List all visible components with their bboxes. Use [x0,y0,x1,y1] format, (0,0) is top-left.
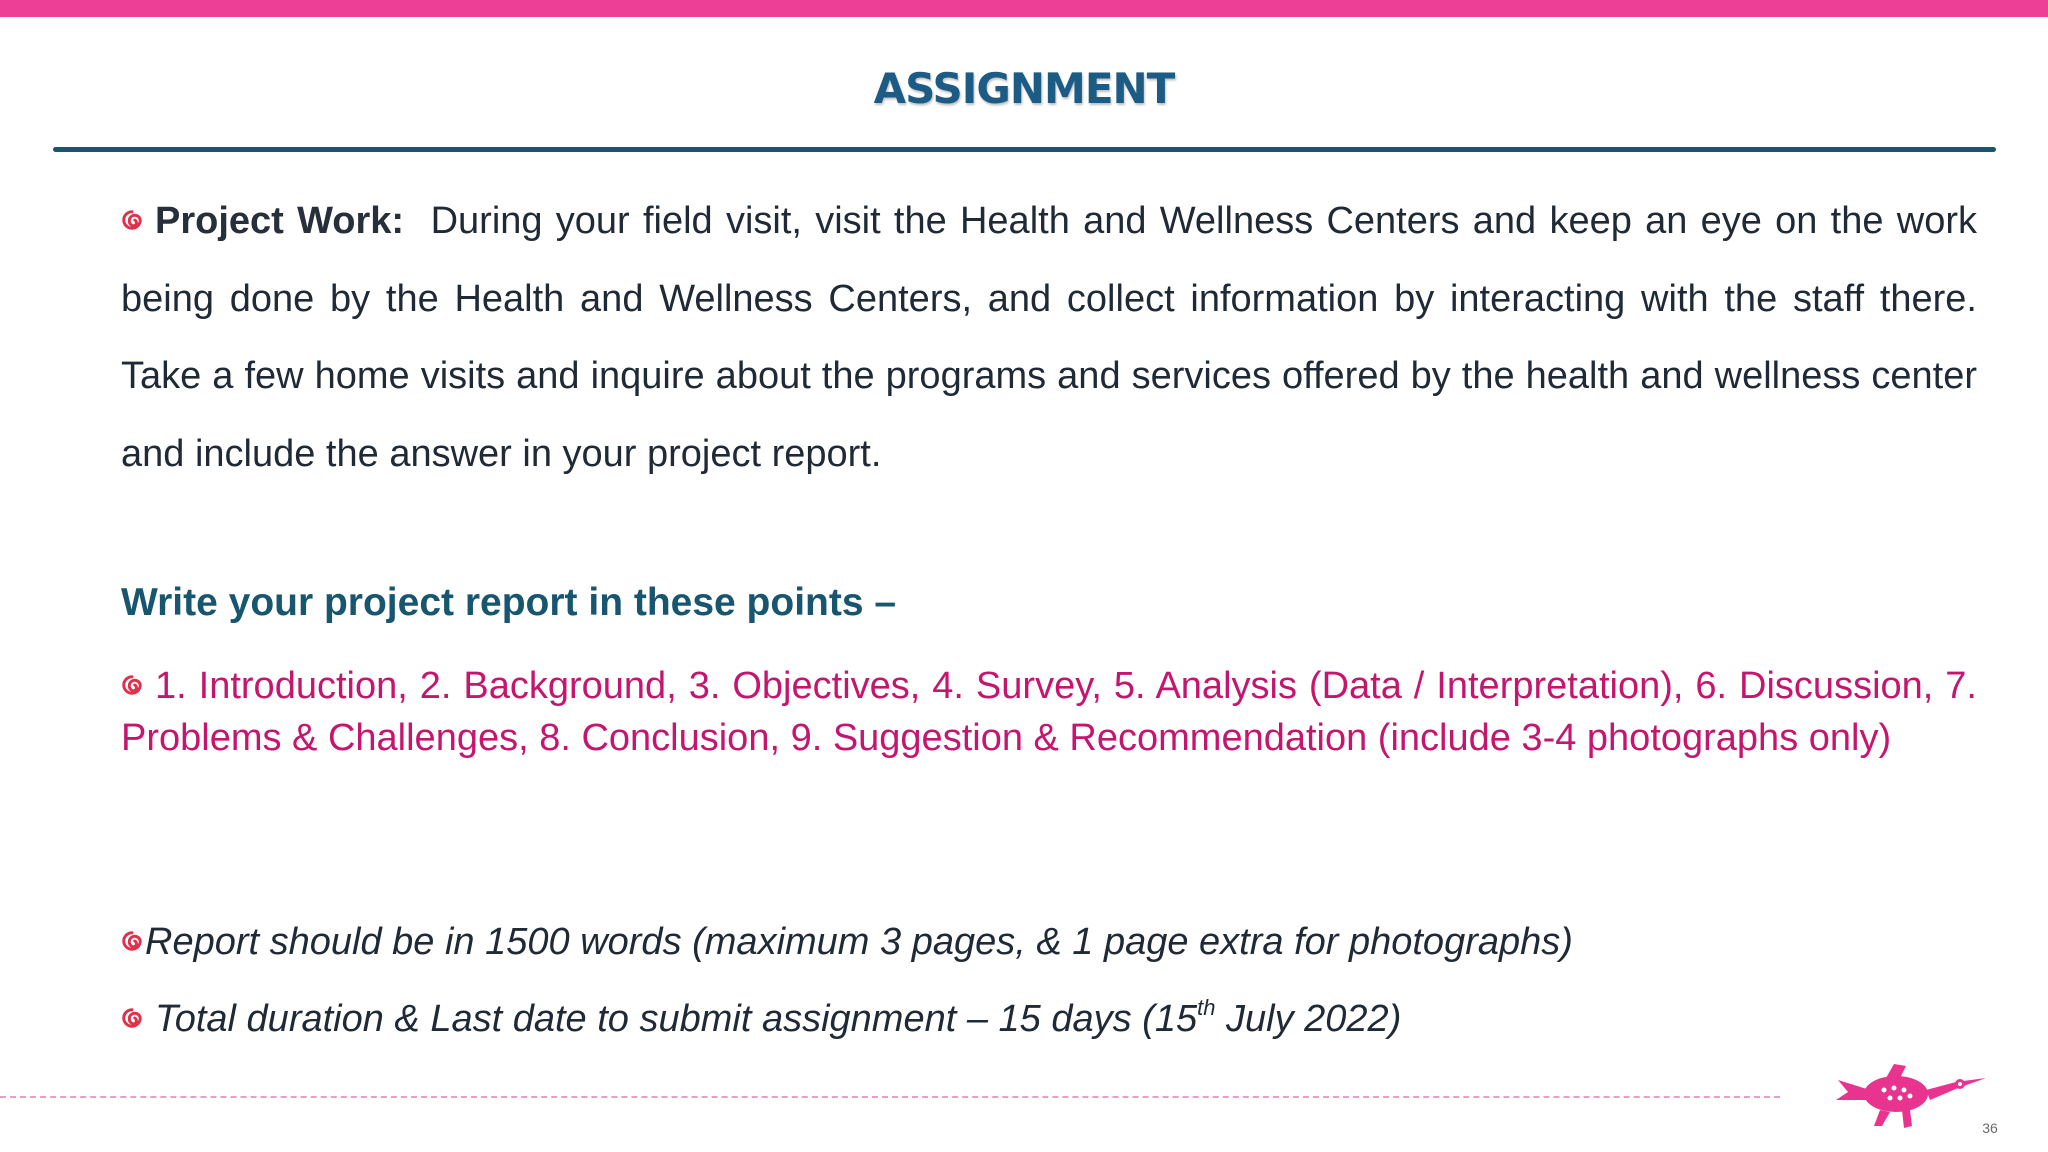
top-accent-bar [0,0,2048,17]
page-number: 36 [1982,1120,1998,1136]
swirl-bullet-icon [121,209,143,231]
project-work-text: During your field visit, visit the Health and Wellness Centers and keep an eye on the work being done by the Health and Wellness Centers, and collect information by interacting with the staff there. Take a few home visits and inquire about the programs and services offered by the health and wellness center and include the answer in your project report. [121,200,1977,475]
project-work-label: Project Work: [155,200,405,242]
footer-dashed-divider [0,1096,1780,1098]
word-limit-note [121,917,1573,967]
report-points-list [121,660,1977,764]
word-limit-text: Report should be in 1500 words (maximum 3 pages, & 1 page extra for photographs) [145,921,1573,963]
deadline-superscript: th [1197,995,1216,1020]
report-points-heading: Write your project report in these points – [121,581,897,624]
swirl-bullet-icon [121,674,143,696]
slide-title: ASSIGNMENT [873,64,1175,113]
title-underline [53,147,1996,152]
deadline-note [121,994,1401,1044]
project-work-paragraph [121,183,1977,493]
deadline-text-prefix: Total duration & Last date to submit assignment – 15 days (15 [155,998,1198,1040]
swirl-bullet-icon [121,930,143,952]
report-points-text: 1. Introduction, 2. Background, 3. Objectives, 4. Survey, 5. Analysis (Data / Interpretation), 6. Discussion, 7. Problems & Challenges, 8. Conclusion, 9. Suggestion & Recommendation (include 3-4 photographs only) [121,665,1977,759]
swirl-bullet-icon [121,1007,143,1029]
deadline-text-suffix: July 2022) [1215,998,1402,1040]
bird-logo-icon [1834,1060,1988,1130]
